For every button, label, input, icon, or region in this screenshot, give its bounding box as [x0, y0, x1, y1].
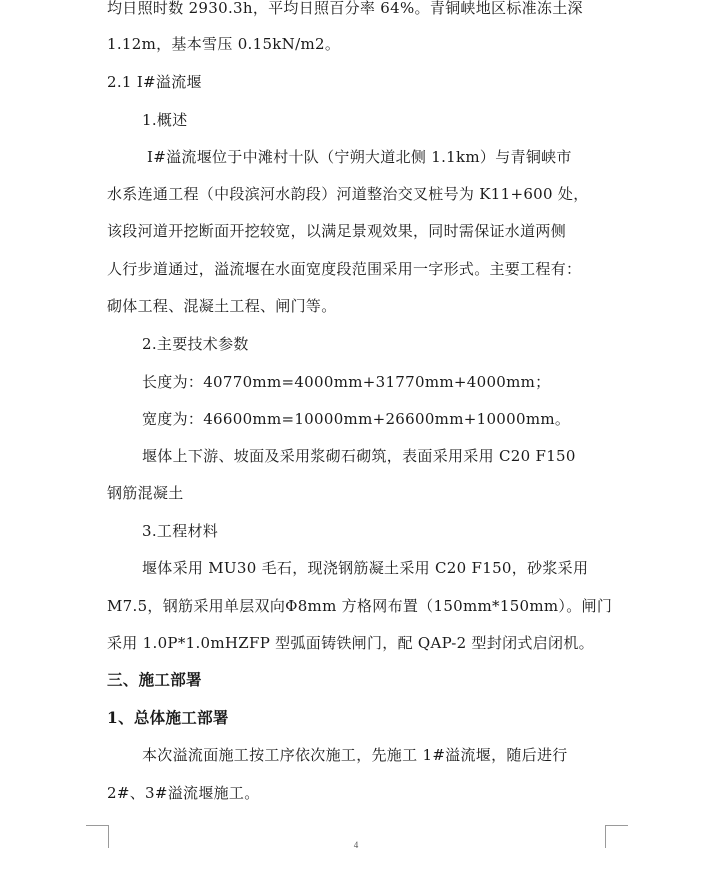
paragraph-overview-line: 人行步道通过，溢流堰在水面宽度段范围采用一字形式。主要工程有： — [107, 260, 582, 278]
subheading-overview: 1.概述 — [142, 111, 188, 129]
page-number: 4 — [353, 840, 359, 850]
paragraph-weir-body-line: 堰体上下游、坡面及采用浆砌石砌筑，表面采用采用 C20 F150 — [142, 447, 576, 465]
section-heading-2-1: 2.1 Ⅰ#溢流堰 — [107, 73, 202, 91]
paragraph-overview-line: Ⅰ#溢流堰位于中滩村十队（宁朔大道北侧 1.1km）与青铜峡市 — [147, 148, 572, 166]
paragraph-overall-line: 2#、3#溢流堰施工。 — [107, 784, 260, 802]
paragraph-overall-line: 本次溢流面施工按工序依次施工，先施工 1#溢流堰，随后进行 — [142, 746, 568, 764]
paragraph-materials-line: 采用 1.0P*1.0mHZFP 型弧面铸铁闸门，配 QAP-2 型封闭式启闭机。 — [107, 634, 594, 652]
paragraph-climate-line: 1.12m，基本雪压 0.15kN/m2。 — [107, 35, 341, 53]
paragraph-materials-line: M7.5，钢筋采用单层双向Φ8mm 方格网布置（150mm*150mm）。闸门 — [107, 597, 613, 615]
heading-overall-deployment: 1、总体施工部署 — [107, 708, 229, 727]
paragraph-overview-line: 砌体工程、混凝土工程、闸门等。 — [107, 297, 337, 315]
paragraph-length: 长度为：40770mm=4000mm+31770mm+4000mm； — [142, 373, 551, 391]
subheading-materials: 3.工程材料 — [142, 522, 219, 540]
chapter-heading-construction-deployment: 三、施工部署 — [107, 670, 202, 689]
crop-mark-left — [86, 825, 109, 848]
subheading-technical-parameters: 2.主要技术参数 — [142, 335, 249, 353]
crop-mark-right — [605, 825, 628, 848]
paragraph-overview-line: 水系连通工程（中段滨河水韵段）河道整治交叉桩号为 K11+600 处， — [107, 185, 589, 203]
paragraph-materials-line: 堰体采用 MU30 毛石，现浇钢筋凝土采用 C20 F150，砂浆采用 — [142, 559, 589, 577]
paragraph-overview-line: 该段河道开挖断面开挖较宽，以满足景观效果，同时需保证水道两侧 — [107, 222, 567, 240]
paragraph-weir-body-line: 钢筋混凝土 — [107, 484, 184, 502]
paragraph-width: 宽度为：46600mm=10000mm+26600mm+10000mm。 — [142, 410, 571, 428]
paragraph-climate-line: 均日照时数 2930.3h，平均日照百分率 64%。青铜峡地区标准冻土深 — [107, 0, 583, 17]
